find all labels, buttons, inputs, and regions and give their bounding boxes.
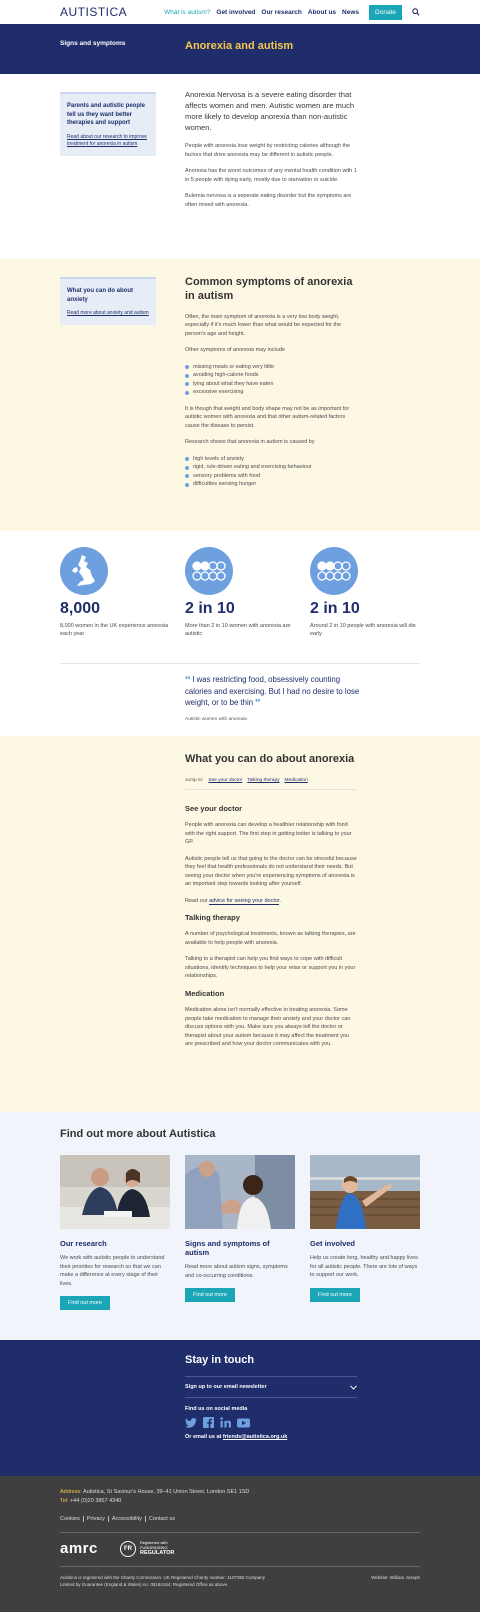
footer-link-contact[interactable]: Contact us [145,1516,178,1522]
find-out-more-button[interactable]: Find out more [185,1288,235,1302]
card-title: Signs and symptoms of autism [185,1239,270,1257]
stay-in-touch-title: Stay in touch [185,1354,255,1366]
site-logo[interactable]: AUTISTICA [60,5,128,19]
research-card [60,92,156,156]
card-signs-symptoms [185,1155,295,1302]
fr-mid: FUNDRAISING [140,1545,168,1551]
fr-text [140,1540,174,1558]
nav-get-involved[interactable]: Get involved [216,8,256,16]
linkedin-icon[interactable] [220,1417,231,1428]
quote-source: Autistic women with anorexia [185,717,247,722]
intro-lead: Anorexia Nervosa is a severe eating disorder that affects women and men. Autistic women are much more likely to develop anorexia than non-autistic women. [185,90,355,132]
stat-number: 8,000 [60,600,101,617]
card-text: Read more about autism signs, symptoms and co-occurring conditions. [185,1264,288,1279]
people-group-icon [310,547,358,595]
symptoms-list [185,363,357,397]
footer-links [60,1516,178,1522]
site-footer [0,1476,480,1612]
card-title: Our research [60,1239,107,1248]
tel-label: Tel: [60,1498,69,1505]
text: Read our [185,897,210,904]
intro-content [185,89,357,217]
email-link[interactable]: friends@autistica.org.uk [222,1434,288,1440]
stay-in-touch-content [185,1354,357,1440]
nav-our-research[interactable]: Our research [261,8,302,16]
list-item: lying about what they have eaten [185,380,357,389]
list-item: difficulties sensing hunger [185,480,357,489]
uk-map-icon [60,547,108,595]
therapy-paragraph: A number of psychological treatments, known as talking therapies, are available to help people with anorexia. [185,931,356,946]
twitter-icon[interactable] [185,1418,197,1428]
jump-link-doctor[interactable]: See your doctor [208,778,243,784]
get-involved-photo[interactable] [310,1155,420,1229]
footer-link-cookies[interactable]: Cookies [60,1516,80,1522]
hero-banner [0,24,480,74]
address-label: Address: [60,1489,82,1495]
intro-section [0,74,480,259]
quote-close-icon: ❜❜ [255,697,261,707]
research-card-title: Parents and autistic people tell us they want better therapies and support [67,103,146,127]
anxiety-card-link[interactable]: Read more about anxiety and autism [67,310,149,317]
list-item: high levels of anxiety [185,455,357,464]
footer-divider [60,1532,420,1533]
nav-about-us[interactable]: About us [307,8,337,16]
causes-list [185,455,357,489]
stat-caption: 8,000 women in the UK experience anorexia each year [60,623,169,638]
medication-paragraph: Medication alone isn't normally effective in treating anorexia. Some people take medication to manage their anxiety and your doctor can discuss options with you. Make sure you always tell the doctor or therapist about your autism because it may affect the treatment you are prescribed and how your doctor communicates with you. [185,1007,351,1048]
find-out-more-button[interactable]: Find out more [60,1296,110,1310]
chevron-down-icon [350,1385,357,1390]
fr-small: Registered with [140,1540,168,1545]
main-nav [164,5,420,20]
symptoms-content [185,275,357,497]
footer-divider [60,1566,420,1567]
symptoms-paragraph: It is though that weight and body shape may not be as important for autistic women with anorexia and that other autism-related factors cause the disease to persist. [185,405,350,429]
tel-value[interactable]: +44 (0)20 3857 4340 [70,1498,122,1505]
list-item: avoiding high-calorie foods [185,371,357,380]
therapy-paragraph: Talking to a therapist can help you find ways to cope with difficult situations, identify techniques to help your relax or support you in your relationships. [185,956,356,980]
list-item: missing meals or eating very little [185,363,357,372]
footer-tel [60,1497,249,1506]
address-value: Autistica, St Saviour's House, 39–41 Union Street, London SE1 1SD [82,1489,250,1495]
nav-what-is-autism[interactable]: What is autism? [164,8,211,16]
newsletter-toggle[interactable] [185,1376,357,1398]
legal-text: Autistica is registered with the Charity Commission. UK Registered Charity number: 1107350 Company Limited by Guarantee (England & Wales) no. 05184164; Registered Office as above. [60,1575,266,1587]
find-out-more-title: Find out more about Autistica [60,1128,216,1140]
nav-news[interactable]: News [342,8,360,16]
symptoms-section [0,259,480,531]
research-photo[interactable] [60,1155,170,1229]
jump-link-therapy[interactable]: Talking therapy [247,778,280,784]
social-links [185,1417,357,1428]
amrc-logo[interactable]: amrc [60,1540,98,1557]
stat-early-death [310,547,420,639]
signs-photo[interactable] [185,1155,295,1229]
medication-heading: Medication [185,989,225,998]
search-icon[interactable] [412,8,420,16]
fundraising-regulator-logo[interactable] [120,1540,174,1558]
what-you-can-do-title: What you can do about anorexia [185,753,355,765]
newsletter-label: Sign up to our email newsletter [185,1384,267,1390]
symptoms-paragraph: Research shows that anorexia in autism is caused by [185,439,315,446]
what-you-can-do-section [0,736,480,1112]
facebook-icon[interactable] [203,1417,214,1428]
card-title: Get involved [310,1239,356,1248]
list-item: rigid, rule-driven eating and exercising behaviour [185,463,357,472]
stay-in-touch-section [0,1340,480,1476]
doctor-paragraph: Autistic people tell us that going to the doctor can be stressful because they feel that health professionals do not understand their needs. But seeing your doctor when you're experiencing symptoms of anorexia is an important step towards looking after yourself. [185,855,357,888]
social-label: Find us on social media [185,1406,248,1412]
find-out-more-section [0,1112,480,1340]
text: . [279,897,282,904]
symptoms-title: Common symptoms of anorexia in autism [185,276,353,303]
footer-address [60,1488,249,1497]
stats-section [0,531,480,736]
fr-big: REGULATOR [140,1550,175,1557]
research-card-link[interactable]: Read about our research to improve treatment for anorexia in autism [67,134,148,148]
card-text: Help us create long, healthy and happy lives for all autistic people. There are lots of ways to support our work. [310,1255,418,1279]
divider [60,663,420,664]
page-title: Anorexia and autism [185,40,294,52]
pull-quote [185,674,365,708]
youtube-icon[interactable] [237,1418,250,1428]
doctor-heading: See your doctor [185,804,243,814]
footer-contact [60,1488,249,1507]
stat-caption: More than 2 in 10 women with anorexia are autistic [185,623,291,638]
intro-paragraph: People with anorexia lose weight by restricting calories although the factors that drive anorexia may be different in autistic people. [185,143,351,158]
fr-badge-icon: FR [120,1541,136,1557]
card-text: We work with autistic people to understand their priorities for research so that we can make a difference at every stage of their lives. [60,1255,165,1287]
stat-caption: Around 2 in 10 people with anorexia will die early [310,623,416,638]
site-header [0,0,480,24]
anxiety-card-title: What you can do about anxiety [67,288,133,303]
doctor-paragraph [185,897,357,906]
breadcrumb[interactable]: Signs and symptoms [60,40,126,47]
quote-text: I was restricting food, obsessively counting calories and exercising. But I had no desire to lose weight, or to be thin [185,675,360,707]
stat-number: 2 in 10 [185,600,235,617]
website-credit[interactable]: Website: William Joseph [371,1575,420,1580]
doctor-paragraph: People with anorexia can develop a healthier relationship with food with the right support. The first step in getting better is talking to your GP. [185,822,352,846]
email-prefix: Or email us at [185,1434,223,1440]
card-our-research [60,1155,170,1310]
donate-button[interactable]: Donate [369,5,402,20]
symptoms-paragraph: Often, the main symptom of anorexia is a very low body weight, especially if it's much lower than what would be expected for the person's age and height. [185,313,342,337]
jump-links [185,778,357,790]
what-you-can-do-content [185,752,357,1057]
list-item: sensory problems with food [185,472,357,481]
stat-number: 2 in 10 [310,600,360,617]
find-out-more-button[interactable]: Find out more [310,1288,360,1302]
card-get-involved [310,1155,420,1302]
footer-link-accessibility[interactable]: Accessibility [108,1516,145,1522]
people-group-icon [185,547,233,595]
intro-paragraph: Bulemia nervosa is a seperate eating disorder but the symptoms are often mixed with anorexia. [185,193,352,208]
therapy-heading: Talking therapy [185,913,240,923]
stat-uk-women [60,547,170,639]
anxiety-card [60,277,156,325]
stat-autistic-share [185,547,295,639]
list-item: excessive exercising [185,388,357,397]
jump-label: Jump to: [185,778,204,784]
intro-paragraph: Anorexia has the worst outcomes of any mental health condition with 1 in 5 people with dying early, mostly due to starvation or suicide. [185,168,357,183]
footer-link-privacy[interactable]: Privacy [83,1516,108,1522]
doctor-advice-link[interactable]: advice for seeing your doctor [209,897,280,904]
email-line [185,1434,357,1440]
quote-open-icon: ❛❛ [185,675,191,684]
jump-link-medication[interactable]: Medication [284,778,308,784]
symptoms-paragraph: Other symptoms of anorexia may include [185,347,285,354]
